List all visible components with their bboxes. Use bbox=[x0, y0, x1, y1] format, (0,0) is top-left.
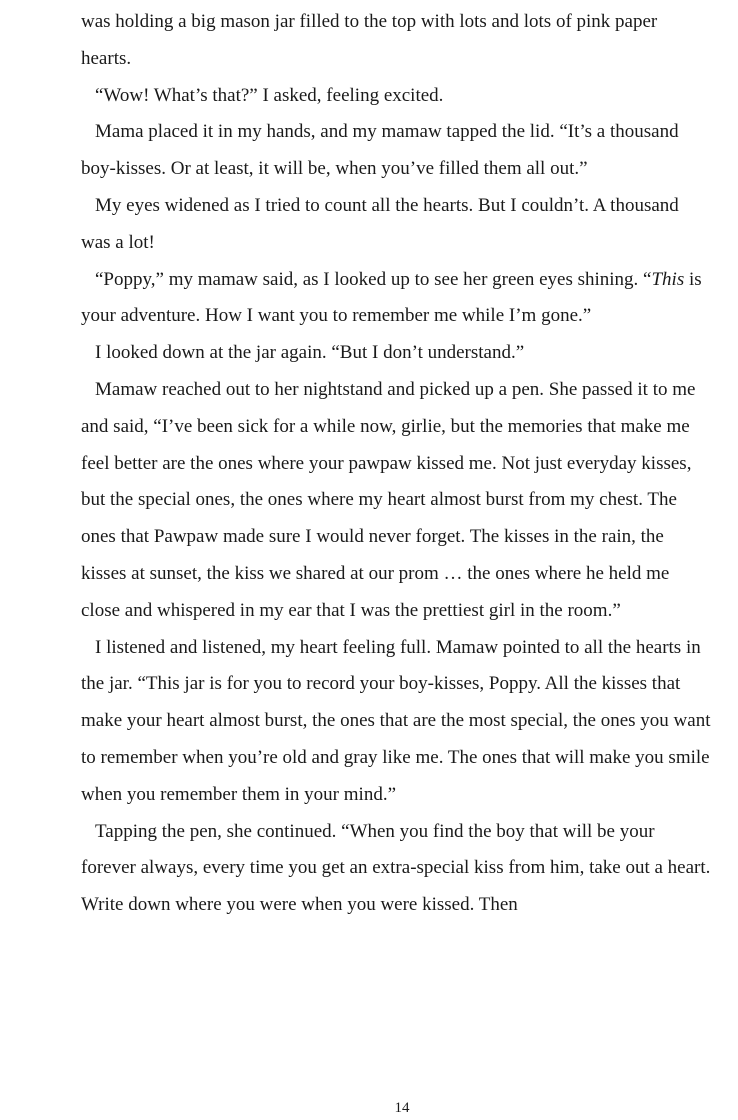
paragraph-text: Mama placed it in my hands, and my mamaw tapped the lid. “It’s a thousand boy-kisses. Or at least, it will be, when you’ve filled them all out.” bbox=[81, 121, 679, 180]
paragraph-text: was holding a big mason jar filled to the top with lots and lots of pink paper hearts. bbox=[81, 11, 658, 69]
paragraph bbox=[81, 114, 711, 188]
paragraph-text: is your adventure. How I want you to remember me while I’m gone.” bbox=[81, 268, 702, 327]
paragraph bbox=[81, 630, 711, 814]
paragraph-text: Mamaw reached out to her nightstand and picked up a pen. She passed it to me and said, “I’ve been sick for a while now, girlie, but the memories that make me feel better are the ones where your pawpaw kissed me. Not just everyday kisses, but the special ones, the ones where my heart almost burst from my chest. The ones that Pawpaw made sure I would never forget. The kisses in the rain, the kisses at sunset, the kiss we shared at our prom … the ones where he held me close and whispered in my ear that I was the prettiest girl in the room.” bbox=[81, 378, 696, 621]
paragraph bbox=[81, 814, 711, 924]
paragraph bbox=[81, 372, 711, 630]
paragraph-text: “Poppy,” my mamaw said, as I looked up to see her green eyes shining. “ bbox=[95, 268, 652, 290]
paragraph-text: “Wow! What’s that?” I asked, feeling excited. bbox=[95, 84, 444, 106]
paragraph bbox=[81, 262, 711, 336]
paragraph bbox=[81, 188, 711, 262]
paragraph-continuation bbox=[81, 4, 711, 78]
paragraph-text: Tapping the pen, she continued. “When you find the boy that will be your forever always, every time you get an extra-special kiss from him, take out a heart. Write down where you were when you were kissed. Then bbox=[81, 820, 711, 916]
book-page-text bbox=[81, 4, 711, 924]
paragraph bbox=[81, 335, 711, 372]
paragraph bbox=[81, 78, 711, 115]
emphasized-word: This bbox=[651, 268, 685, 290]
page-number: 14 bbox=[394, 1100, 410, 1116]
paragraph-text: I looked down at the jar again. “But I don’t understand.” bbox=[95, 342, 525, 364]
paragraph-text: My eyes widened as I tried to count all the hearts. But I couldn’t. A thousand was a lot! bbox=[81, 194, 679, 253]
paragraph-text: I listened and listened, my heart feeling full. Mamaw pointed to all the hearts in the jar. “This jar is for you to record your boy-kisses, Poppy. All the kisses that make your heart almost burst, the ones that are the most special, the ones you want to remember when you’re old and gray like me. The ones that will make you smile when you remember them in your mind.” bbox=[81, 636, 711, 805]
